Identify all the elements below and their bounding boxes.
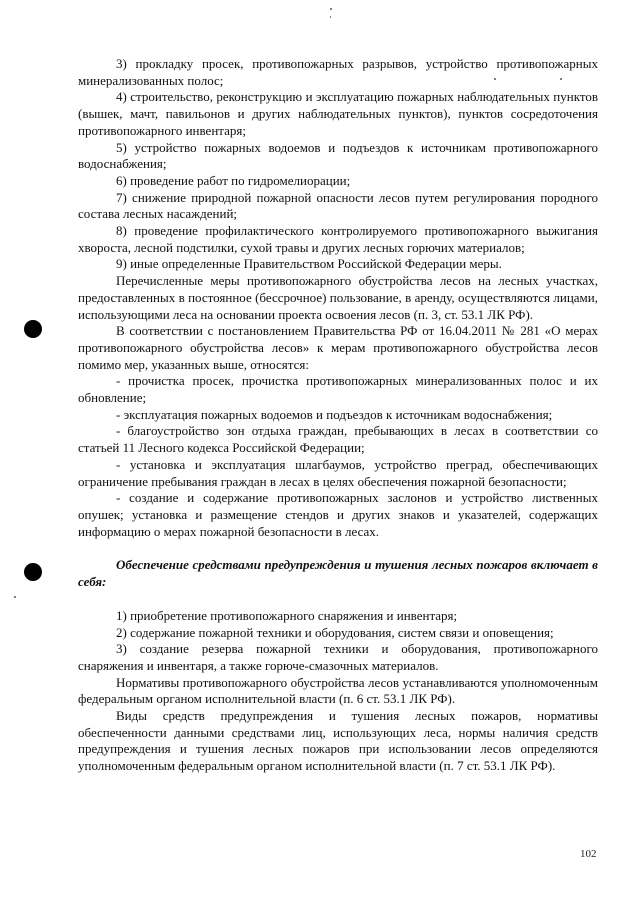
paragraph-item-3: 3) прокладку просек, противопожарных разрывов, устройство противопожарных минерализованных полос;	[78, 56, 598, 88]
paragraph-dash-fire-breaks: - создание и содержание противопожарных заслонов и устройство лиственных опушек; установка и размещение стендов и других знаков и указателей, содержащих информацию о мерах пожарной безопасности в лесах.	[78, 490, 598, 539]
scan-speck	[14, 596, 16, 598]
scan-speck	[330, 16, 331, 18]
paragraph-dash-recreation-zones: - благоустройство зон отдыха граждан, пребывающих в лесах в соответствии со статьей 11 Лесного кодекса Российской Федерации;	[78, 423, 598, 456]
page-number: 102	[580, 848, 597, 860]
paragraph-item-9: 9) иные определенные Правительством Российской Федерации меры.	[116, 256, 502, 272]
punch-hole-bottom	[24, 563, 42, 581]
paragraph-item-4: 4) строительство, реконструкцию и эксплуатацию пожарных наблюдательных пунктов (вышек, мачт, павильонов и других наблюдательных пунктов), пунктов сосредоточения противопожарного инвентаря;	[78, 89, 598, 138]
paragraph-government-decree: В соответствии с постановлением Правительства РФ от 16.04.2011 № 281 «О мерах противопожарного обустройства лесов» к мерам противопожарного обустройства лесов помимо мер, указанных выше, относятся:	[78, 323, 598, 372]
punch-hole-top	[24, 320, 42, 338]
paragraph-means-types: Виды средств предупреждения и тушения лесных пожаров, нормативы обеспеченности данными средствами лиц, использующих леса, нормы наличия средств предупреждения и тушения лесных пожаров при использовании лесов определяются уполномоченным федеральным органом исполнительной власти (п. 7 ст. 53.1 ЛК РФ).	[78, 708, 598, 774]
paragraph-item-6: 6) проведение работ по гидромелиорации;	[116, 172, 351, 188]
paragraph-dash-clearing: - прочистка просек, прочистка противопожарных минерализованных полос и их обновление;	[78, 373, 598, 406]
paragraph-equipment-1: 1) приобретение противопожарного снаряжения и инвентаря;	[116, 607, 458, 623]
scan-speck	[330, 8, 332, 10]
paragraph-equipment-3: 3) создание резерва пожарной техники и оборудования, противопожарного снаряжения и инвентаря, а также горюче-смазочных материалов.	[78, 641, 598, 673]
section-heading: Обеспечение средствами предупреждения и тушения лесных пожаров включает в себя:	[78, 557, 598, 590]
paragraph-norms: Нормативы противопожарного обустройства лесов устанавливаются уполномоченным федеральным органом исполнительной власти (п. 6 ст. 53.1 ЛК РФ).	[78, 674, 598, 707]
paragraph-item-5: 5) устройство пожарных водоемов и подъездов к источникам противопожарного водоснабжения;	[78, 139, 598, 172]
paragraph-dash-water-reservoirs: - эксплуатация пожарных водоемов и подъездов к источникам водоснабжения;	[116, 406, 553, 422]
paragraph-item-7: 7) снижение природной пожарной опасности лесов путем регулирования породного состава лесных насаждений;	[78, 189, 598, 222]
document-page	[78, 56, 598, 775]
paragraph-equipment-2: 2) содержание пожарной техники и оборудования, систем связи и оповещения;	[116, 624, 554, 640]
paragraph-listed-measures: Перечисленные меры противопожарного обустройства лесов на лесных участках, предоставленных в постоянное (бессрочное) пользование, в аренду, осуществляются лицами, использующими леса на основании проекта освоения лесов (п. 3, ст. 53.1 ЛК РФ).	[78, 273, 598, 322]
paragraph-dash-barriers: - установка и эксплуатация шлагбаумов, устройство преград, обеспечивающих ограничение пребывания граждан в лесах в целях обеспечения пожарной безопасности;	[78, 456, 598, 489]
paragraph-item-8: 8) проведение профилактического контролируемого противопожарного выжигания хвороста, лесной подстилки, сухой травы и других лесных горючих материалов;	[78, 223, 598, 255]
